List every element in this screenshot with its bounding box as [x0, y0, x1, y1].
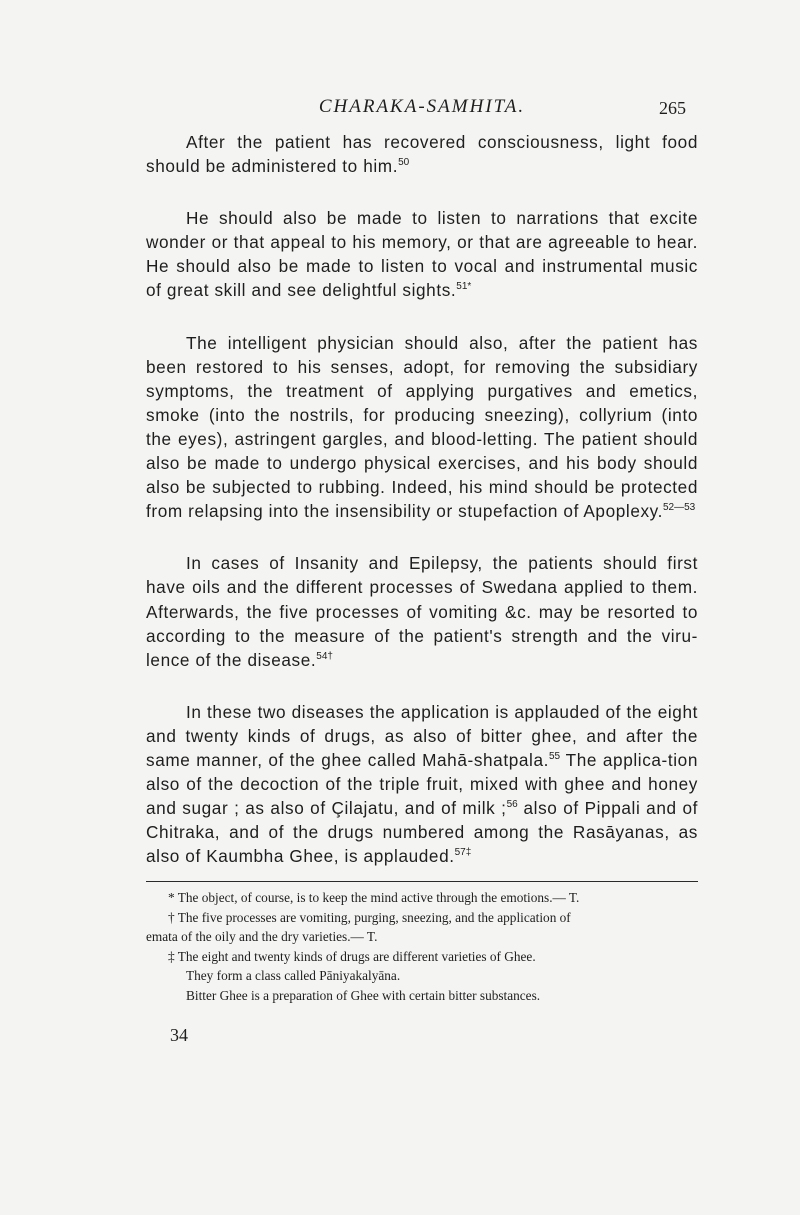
verse-marker: 50	[398, 157, 410, 169]
footnote: ‡ The eight and twenty kinds of drugs are different varieties of Ghee.	[168, 948, 536, 964]
paragraph	[146, 700, 698, 869]
footnotes	[146, 888, 698, 1005]
paragraph	[146, 130, 698, 178]
paragraph	[146, 206, 698, 302]
footnote: emata of the oily and the dry varieties.— T.	[146, 929, 378, 944]
paragraph-text: He should also be made to listen to narrations that excite wonder or that appeal to his memory, or that are agreeable to hear. He should also be made to listen to vocal and instrumental music of great skill and see delightful sights.	[146, 208, 698, 301]
paragraph	[146, 331, 698, 524]
verse-marker: 51*	[456, 281, 472, 293]
verse-marker: 55	[548, 750, 561, 762]
paragraph-text: also of Pippali and of Chitraka, and of the drugs numbered among the Rasāyanas, as also of Kaumbha Ghee, is applauded.	[146, 798, 698, 867]
running-head: CHARAKA-SAMHITA.	[318, 96, 526, 117]
paragraph-text: In cases of Insanity and Epilepsy, the patients should first have oils and the different processes of Swedana applied to them. Afterwards, the five processes of vomiting &c. may be resorted to according to the measure of the patient's strength and the viru-lence of the disease.	[146, 553, 698, 670]
paragraph-text: In these two diseases the application is applauded of the eight and twenty kinds of drugs, as also of bitter ghee, and after the same manner, of the ghee called Mahā-shatpala.	[146, 701, 698, 770]
verse-marker: 57‡	[454, 847, 472, 859]
footnote-divider	[146, 881, 698, 882]
footnote: † The five processes are vomiting, purging, sneezing, and the application of	[168, 909, 571, 925]
footnote: * The object, of course, is to keep the mind active through the emotions.— T.	[168, 890, 580, 905]
body-text	[146, 130, 698, 896]
paragraph-text: The intelligent physician should also, after the patient has been restored to his senses, adopt, for removing the subsidiary symptoms, the treatment of applying purgatives and emetics, smoke (into the nostrils, for producing sneezing), collyrium (into the eyes), astringent gargles, and blood-letting. The patient should also be made to undergo physical exercises, and his body should also be subjected to rubbing. Indeed, his mind should be protected from relapsing into the insensibility or stupefaction of Apoplexy.	[146, 332, 698, 522]
page-number: 265	[659, 98, 686, 118]
verse-marker: 54†	[316, 650, 333, 662]
verse-marker: 52—53	[662, 502, 696, 514]
paragraph-text: After the patient has recovered consciousness, light food should be administered to him.	[146, 132, 698, 177]
paragraph-text: The applica-tion also of the decoction of the triple fruit, mixed with ghee and honey and sugar ; as also of Çilajatu, and of milk ;	[146, 749, 698, 819]
page-header	[146, 96, 698, 122]
footnote: Bitter Ghee is a preparation of Ghee with certain bitter substances.	[186, 987, 541, 1003]
folio-signature: 34	[170, 1025, 188, 1045]
footnote: They form a class called Pāniyakalyāna.	[186, 968, 401, 983]
verse-marker: 56	[506, 799, 518, 811]
paragraph	[146, 551, 698, 671]
